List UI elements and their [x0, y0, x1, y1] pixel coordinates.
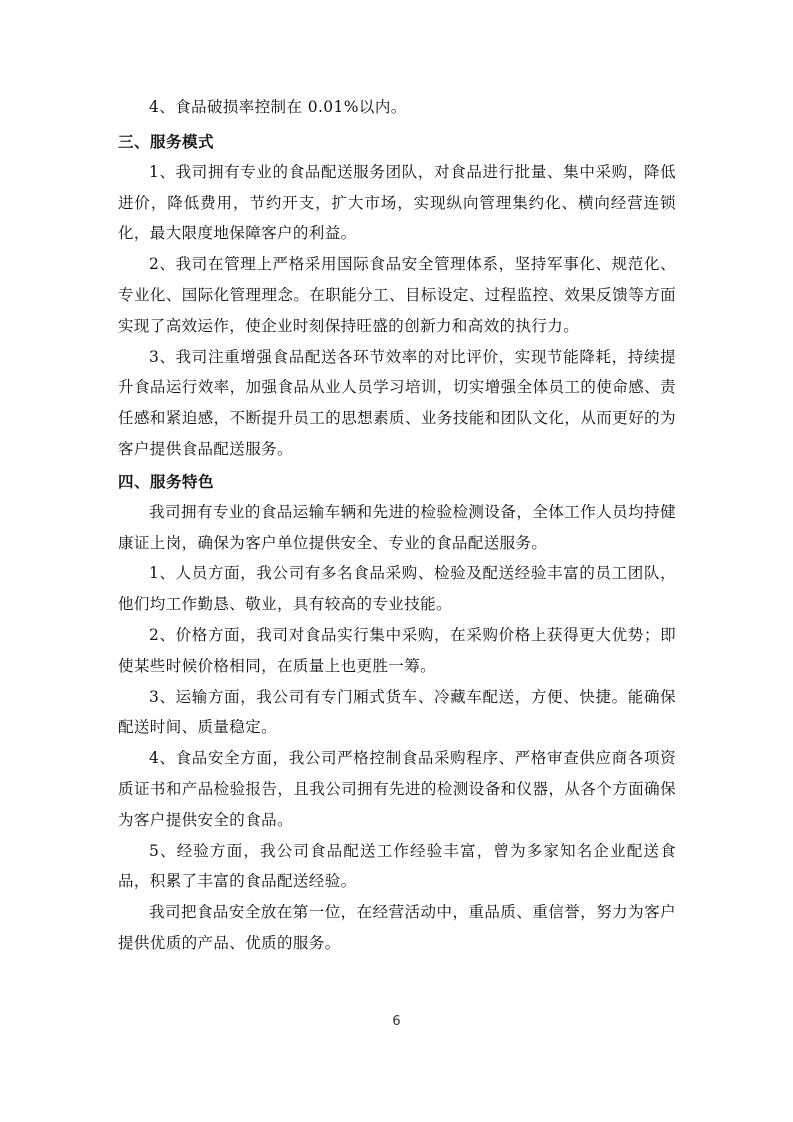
- list-item-breakage-rate: 4、食品破损率控制在 0.01%以内。: [149, 98, 407, 116]
- page-content: [118, 92, 676, 959]
- paragraph: 4、食品安全方面，我公司严格控制食品采购程序、严格审查供应商各项资质证书和产品检验报告，且我公司拥有先进的检测设备和仪器，从各个方面确保为客户提供安全的食品。: [118, 749, 676, 829]
- paragraph: 我司拥有专业的食品运输车辆和先进的检验检测设备，全体工作人员均持健康证上岗，确保为客户单位提供安全、专业的食品配送服务。: [118, 502, 676, 552]
- paragraph: 2、价格方面，我司对食品实行集中采购，在采购价格上获得更大优势；即使某些时候价格相同，在质量上也更胜一筹。: [118, 625, 676, 675]
- page-number: 6: [392, 1014, 401, 1029]
- paragraph: 1、人员方面，我公司有多名食品采购、检验及配送经验丰富的员工团队，他们均工作勤恳、敬业，具有较高的专业技能。: [118, 564, 676, 614]
- paragraph: 1、我司拥有专业的食品配送服务团队，对食品进行批量、集中采购，降低进价，降低费用，节约开支，扩大市场，实现纵向管理集约化、横向经营连锁化，最大限度地保障客户的利益。: [118, 162, 676, 243]
- paragraph: 3、我司注重增强食品配送各环节效率的对比评价，实现节能降耗，持续提升食品运行效率，加强食品从业人员学习培训，切实增强全体员工的使命感、责任感和紧迫感，不断提升员工的思想素质、业务技能和团队文化，从而更好的为客户提供食品配送服务。: [118, 347, 676, 458]
- paragraph: 5、经验方面，我公司食品配送工作经验丰富，曾为多家知名企业配送食品，积累了丰富的食品配送经验。: [118, 841, 676, 891]
- paragraph: 我司把食品安全放在第一位，在经营活动中，重品质、重信誉，努力为客户提供优质的产品、优质的服务。: [118, 903, 676, 952]
- paragraph: 3、运输方面，我公司有专门厢式货车、冷藏车配送，方便、快捷。能确保配送时间、质量稳定。: [118, 687, 676, 737]
- paragraph: 2、我司在管理上严格采用国际食品安全管理体系，坚持军事化、规范化、专业化、国际化管理理念。在职能分工、目标设定、过程监控、效果反馈等方面实现了高效运作，使企业时刻保持旺盛的创新力和高效的执行力。: [118, 255, 676, 335]
- section-heading-service-features: 四、服务特色: [118, 472, 215, 491]
- section-heading-service-mode: 三、服务模式: [118, 132, 215, 151]
